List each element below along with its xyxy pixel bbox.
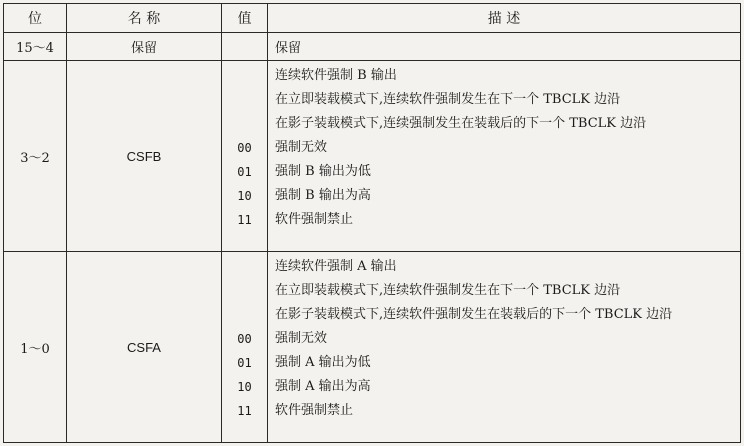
header-value: 值 xyxy=(222,4,268,33)
csfa-values xyxy=(222,252,268,443)
table-header-row xyxy=(4,4,741,33)
csfb-bit: 3～2 xyxy=(4,61,67,252)
csfa-value-line: 00 xyxy=(237,332,252,346)
csfa-value-line: 10 xyxy=(237,380,252,394)
csfb-desc-line: 在立即装载模式下,连续软件强制发生在下一个 TBCLK 边沿 xyxy=(275,92,621,107)
csfb-value-line: 01 xyxy=(237,165,252,179)
csfb-value-line: 10 xyxy=(237,189,252,203)
header-name: 名 称 xyxy=(67,4,222,33)
csfb-descriptions xyxy=(268,61,741,252)
csfb-desc-line: 连续软件强制 B 输出 xyxy=(275,68,397,83)
register-bit-table xyxy=(3,3,741,443)
csfb-value-line xyxy=(222,88,267,112)
csfa-value-line xyxy=(222,279,267,303)
csfb-desc-line: 软件强制禁止 xyxy=(275,212,354,227)
csfa-value-line: 11 xyxy=(237,404,252,418)
csfa-desc-line: 软件强制禁止 xyxy=(275,403,354,418)
csfb-desc-line: 强制 B 输出为高 xyxy=(275,188,371,203)
csfb-name: CSFB xyxy=(67,61,222,252)
csfb-desc-line: 在影子装载模式下,连续强制发生在装载后的下一个 TBCLK 边沿 xyxy=(275,116,647,131)
csfb-value-line xyxy=(222,112,267,136)
reserved-bit: 15～4 xyxy=(4,33,67,61)
csfb-value-line: 11 xyxy=(237,213,252,227)
csfb-value-line: 00 xyxy=(237,141,252,155)
csfa-desc-line: 在影子装载模式下,连续软件强制发生在装载后的下一个 TBCLK 边沿 xyxy=(275,307,673,322)
csfa-value-line xyxy=(222,303,267,327)
table-row-csfb xyxy=(4,61,741,252)
header-description: 描 述 xyxy=(268,4,741,33)
table-row-csfa xyxy=(4,252,741,443)
header-bit: 位 xyxy=(4,4,67,33)
csfa-desc-line: 强制 A 输出为低 xyxy=(275,355,371,370)
csfb-values xyxy=(222,61,268,252)
reserved-name: 保留 xyxy=(67,33,222,61)
csfb-desc-line: 强制 B 输出为低 xyxy=(275,164,371,179)
csfa-bit: 1～0 xyxy=(4,252,67,443)
csfa-descriptions xyxy=(268,252,741,443)
csfa-desc-line: 在立即装载模式下,连续软件强制发生在下一个 TBCLK 边沿 xyxy=(275,283,621,298)
csfa-value-line xyxy=(222,255,267,279)
reserved-value xyxy=(222,33,268,61)
csfa-desc-line: 强制无效 xyxy=(275,331,328,346)
csfa-desc-line: 连续软件强制 A 输出 xyxy=(275,259,397,274)
csfa-name: CSFA xyxy=(67,252,222,443)
csfa-desc-line: 强制 A 输出为高 xyxy=(275,379,371,394)
csfb-desc-line: 强制无效 xyxy=(275,140,328,155)
reserved-description: 保留 xyxy=(268,33,741,61)
table-row-reserved xyxy=(4,33,741,61)
csfa-value-line: 01 xyxy=(237,356,252,370)
csfb-value-line xyxy=(222,64,267,88)
